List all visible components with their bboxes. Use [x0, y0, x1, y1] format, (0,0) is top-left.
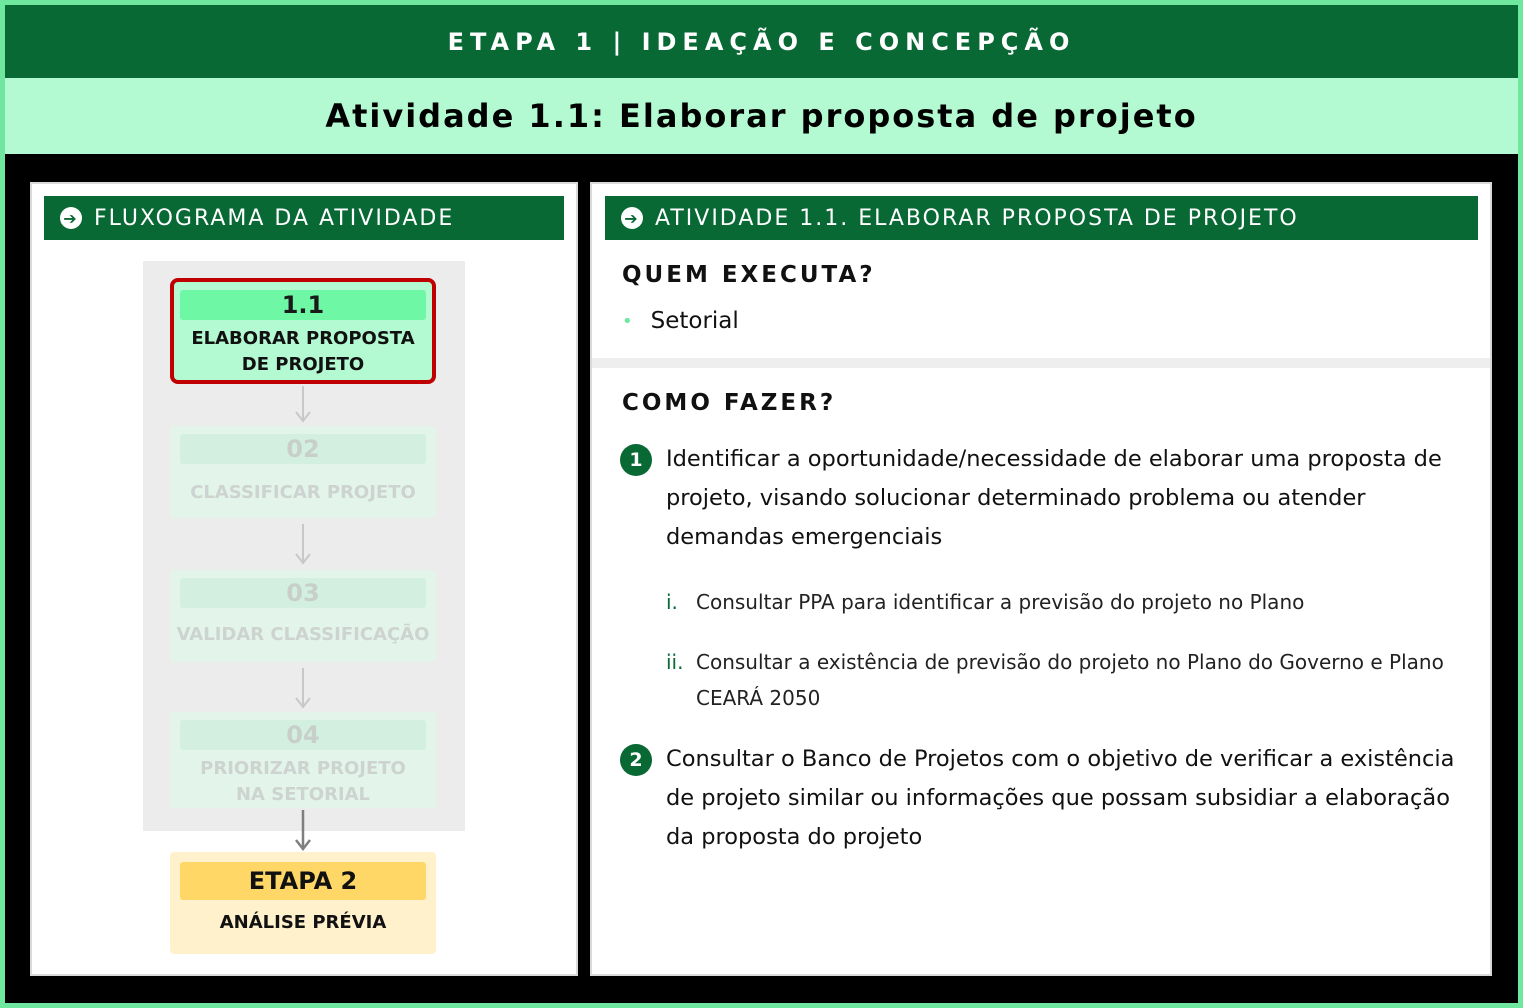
step-label: VALIDAR CLASSIFICAÇÃO	[176, 624, 430, 645]
step-label: CLASSIFICAR PROJETO	[190, 482, 416, 503]
step-label: ELABORAR PROPOSTA DE PROJETO	[191, 328, 415, 375]
step-text: Consultar o Banco de Projetos com o objetivo de verificar a existência de projeto similar ou informações que possam subsidiar a elaboração da proposta do projeto	[666, 746, 1455, 850]
activity-detail-title: ATIVIDADE 1.1. ELABORAR PROPOSTA DE PROJETO	[655, 205, 1299, 231]
activity-detail-panel	[590, 182, 1492, 976]
how-substep-ii	[666, 644, 1476, 716]
step-label: PRIORIZAR PROJETO NA SETORIAL	[200, 758, 406, 805]
flowchart-header	[44, 196, 564, 240]
how-step-1	[620, 444, 1470, 557]
flow-arrow-icon	[295, 386, 311, 424]
bullet-icon: •	[622, 310, 633, 332]
activity-detail-header	[605, 196, 1478, 240]
flow-arrow-icon	[295, 668, 311, 710]
flowchart-title: FLUXOGRAMA DA ATIVIDADE	[94, 205, 455, 231]
stage-title: ETAPA 1 | IDEAÇÃO E CONCEPÇÃO	[5, 5, 1518, 78]
arrow-right-circle-icon: ➔	[60, 207, 82, 229]
who-executes-title: QUEM EXECUTA?	[622, 262, 876, 288]
flow-arrow-icon	[295, 810, 311, 852]
next-stage-number: ETAPA 2	[180, 862, 426, 900]
flow-next-stage[interactable]	[170, 852, 436, 954]
step-number: 1.1	[180, 290, 426, 320]
how-step-2	[620, 744, 1470, 857]
activity-title: Atividade 1.1: Elaborar proposta de projeto	[5, 78, 1518, 154]
flow-step-02[interactable]	[170, 426, 436, 518]
step-text: Identificar a oportunidade/necessidade de elaborar uma proposta de projeto, visando solucionar determinado problema ou atender demandas emergenciais	[666, 446, 1442, 550]
flow-step-04[interactable]	[170, 712, 436, 808]
step-number: 02	[180, 434, 426, 464]
section-divider	[592, 358, 1490, 368]
flow-arrow-icon	[295, 524, 311, 566]
substep-marker: i.	[666, 590, 678, 614]
arrow-right-circle-icon: ➔	[621, 207, 643, 229]
how-substep-i	[666, 584, 1476, 620]
step-badge: 2	[620, 744, 652, 776]
step-number: 04	[180, 720, 426, 750]
list-item	[622, 308, 739, 334]
executor-label: Setorial	[650, 308, 739, 334]
substep-text: Consultar a existência de previsão do projeto no Plano do Governo e Plano CEARÁ 2050	[696, 650, 1444, 710]
step-number: 03	[180, 578, 426, 608]
substep-text: Consultar PPA para identificar a previsão do projeto no Plano	[696, 590, 1305, 614]
next-stage-label: ANÁLISE PRÉVIA	[219, 912, 387, 933]
flow-step-03[interactable]	[170, 570, 436, 662]
step-badge: 1	[620, 444, 652, 476]
flow-step-1-1[interactable]	[170, 278, 436, 384]
how-to-title: COMO FAZER?	[622, 390, 837, 416]
substep-marker: ii.	[666, 650, 684, 674]
flowchart-panel	[30, 182, 578, 976]
